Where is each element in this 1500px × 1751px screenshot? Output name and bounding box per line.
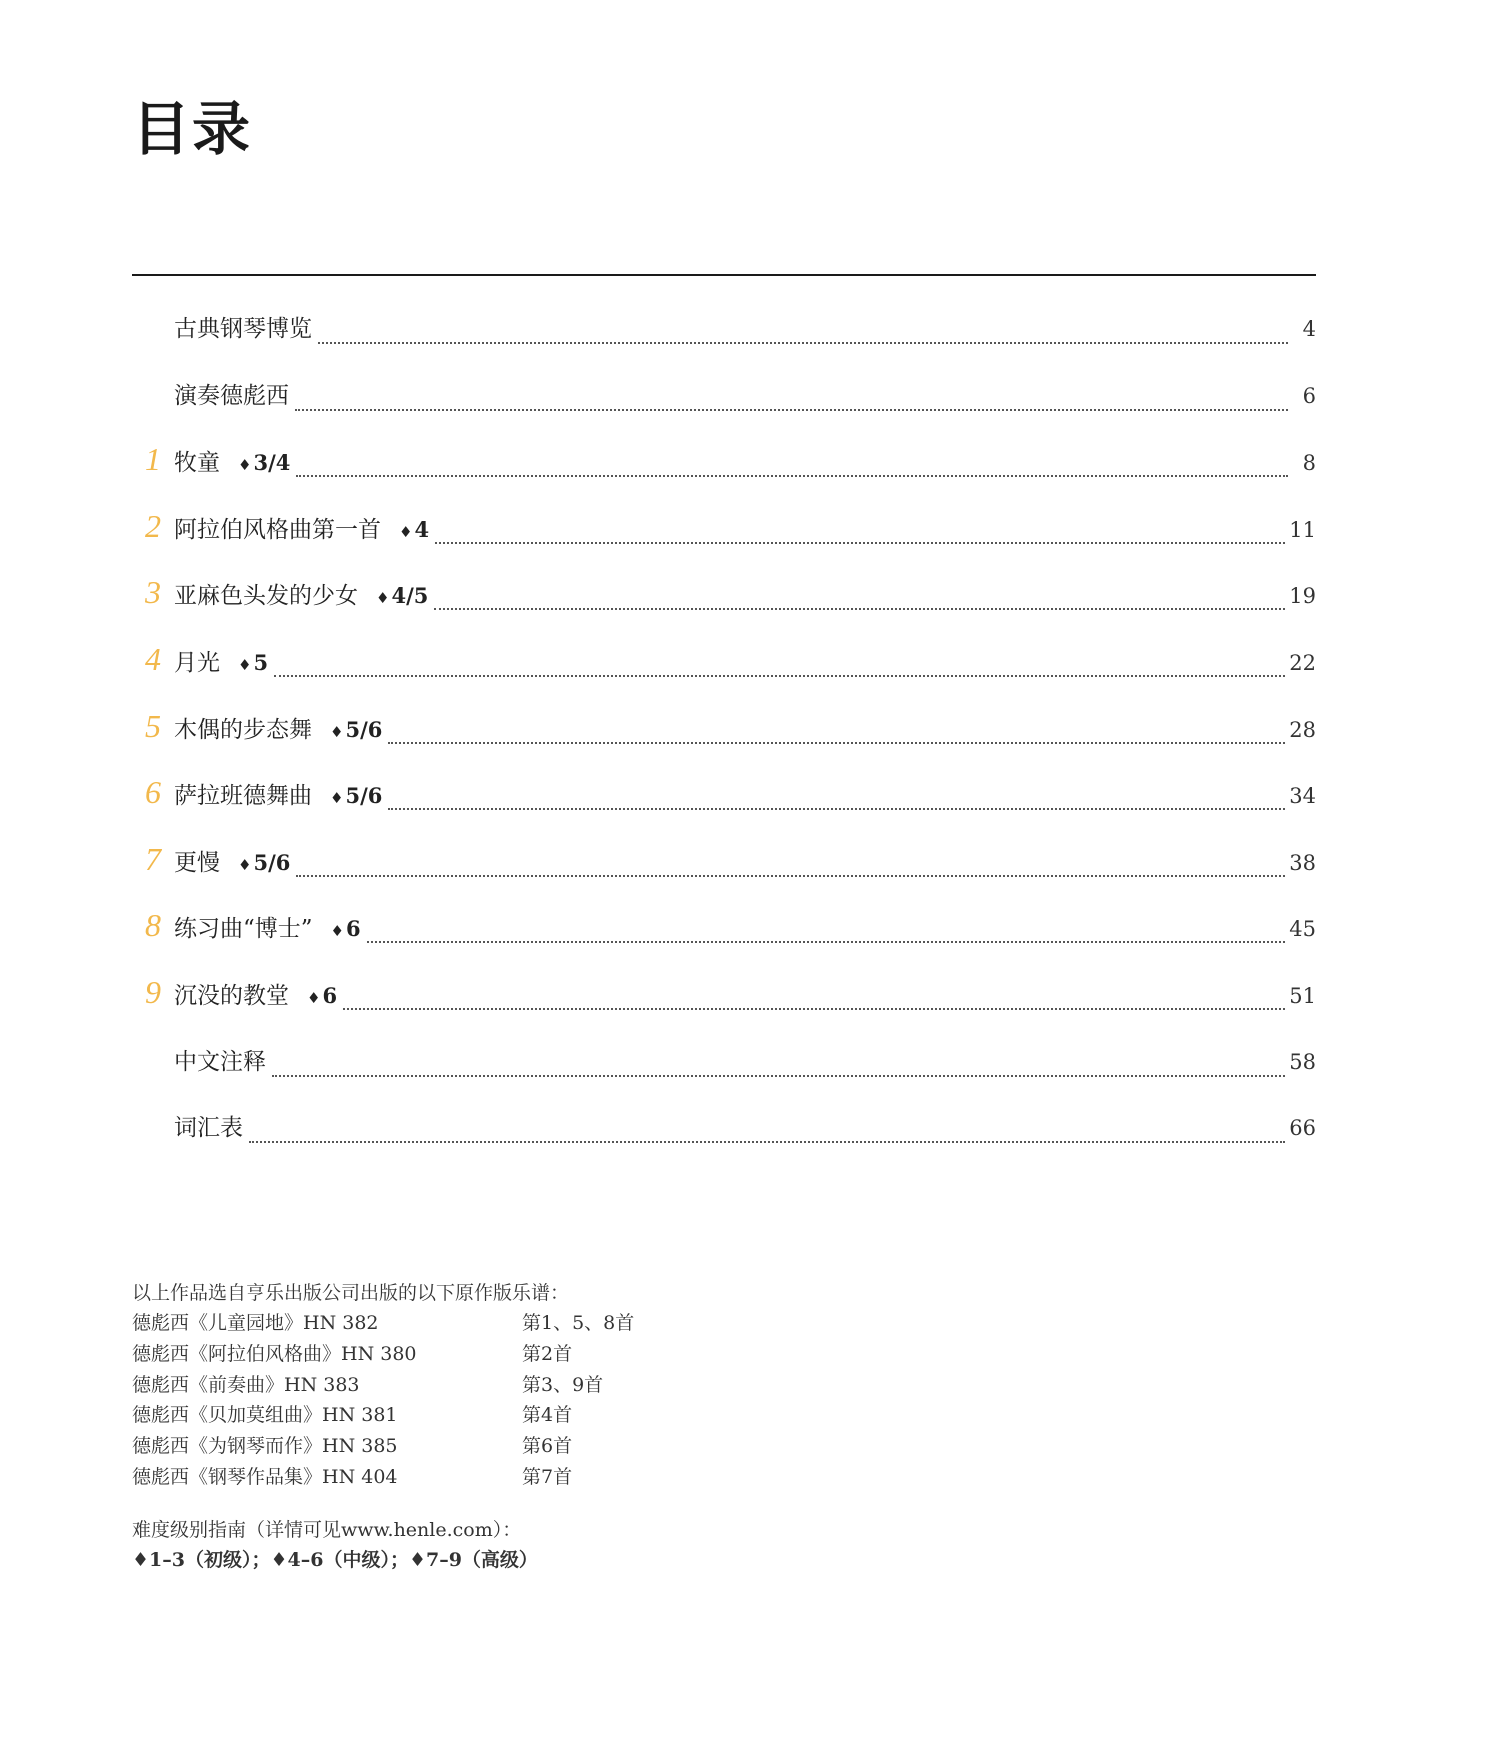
toc-entry-page: 51 [1289, 983, 1316, 1008]
toc-entry[interactable] [132, 576, 1316, 643]
source-pieces: 第2首 [522, 1342, 573, 1365]
toc-entry-level-value: 5 [253, 649, 269, 675]
source-row [132, 1431, 634, 1462]
toc-entry-title: 古典钢琴博览 [174, 316, 312, 342]
toc-entry-number: 9 [145, 973, 161, 1010]
toc-entry[interactable] [132, 507, 1316, 577]
diamond-icon: ♦ [330, 922, 344, 941]
diamond-icon: ♦ [307, 988, 321, 1007]
toc-entry[interactable] [132, 909, 1316, 976]
dot-leader [318, 341, 1288, 344]
source-list [132, 1308, 634, 1493]
toc-entry-page: 66 [1289, 1116, 1316, 1141]
toc-entry[interactable] [132, 707, 1316, 777]
toc-entry[interactable] [132, 840, 1316, 910]
toc-entry-page: 22 [1289, 650, 1316, 675]
toc-entry-title: 沉没的教堂 [174, 982, 289, 1009]
sources-intro: 以上作品选自亨乐出版公司出版的以下原作版乐谱： [132, 1282, 570, 1304]
toc-entry-level [330, 783, 382, 808]
toc-entry-title: 牧童 [174, 450, 220, 477]
diamond-icon: ♦ [238, 456, 252, 475]
source-pieces: 第7首 [522, 1465, 573, 1488]
dot-leader [272, 1074, 1285, 1077]
toc-entry-title: 月光 [174, 649, 220, 676]
source-edition: 德彪西《前奏曲》HN 383 [132, 1373, 360, 1396]
source-row [132, 1339, 634, 1370]
dot-leader [388, 741, 1285, 744]
title-divider [132, 274, 1316, 276]
toc-entry-number: 5 [145, 707, 161, 744]
toc-entry[interactable] [132, 973, 1316, 1043]
source-notes [132, 1279, 634, 1575]
toc-entry-page: 45 [1289, 917, 1316, 942]
toc-entry-number: 2 [145, 507, 161, 544]
toc-entry-level-value: 6 [322, 982, 338, 1008]
toc-entry[interactable] [132, 443, 1316, 510]
source-pieces: 第3、9首 [522, 1373, 604, 1396]
toc-entry-level [331, 916, 361, 941]
source-pieces: 第6首 [522, 1435, 573, 1458]
toc-entry-level [330, 717, 382, 742]
dot-leader [295, 408, 1288, 411]
dot-leader [367, 940, 1286, 943]
toc-entry-page: 58 [1289, 1049, 1316, 1074]
difficulty-guide-title: 难度级别指南（详情可见www.henle.com）： [132, 1518, 522, 1541]
toc-entry-title: 萨拉班德舞曲 [174, 783, 312, 810]
toc-entry-page: 38 [1289, 850, 1316, 875]
difficulty-guide [132, 1515, 634, 1575]
page-title: 目录 [132, 95, 253, 163]
toc-entry-number: 1 [145, 441, 161, 478]
toc-entry-page: 11 [1289, 517, 1316, 542]
toc-entry-title: 中文注释 [174, 1048, 266, 1075]
toc-entry-number: 3 [145, 574, 161, 611]
dot-leader [296, 474, 1288, 477]
toc-entry-level-value: 5/6 [253, 849, 291, 875]
toc-entry[interactable] [132, 640, 1316, 710]
source-row [132, 1400, 634, 1431]
toc-entry-title: 词汇表 [174, 1115, 243, 1142]
toc-entry[interactable] [132, 377, 1316, 444]
toc-entry-level-value: 5/6 [345, 716, 383, 742]
source-edition: 德彪西《阿拉伯风格曲》HN 380 [132, 1342, 417, 1365]
difficulty-guide-levels: ♦1–3（初级）；♦4–6（中级）；♦7–9（高级） [132, 1548, 538, 1571]
source-edition: 德彪西《钢琴作品集》HN 404 [132, 1465, 398, 1488]
toc-entry-page: 8 [1302, 451, 1316, 476]
dot-leader [274, 674, 1285, 677]
toc-entry-page: 28 [1289, 717, 1316, 742]
toc-entry-level-value: 4 [414, 516, 430, 542]
toc-entry-title: 亚麻色头发的少女 [174, 583, 358, 610]
toc-entry-level-value: 6 [345, 916, 361, 942]
toc-entry-level-value: 4/5 [391, 583, 429, 609]
toc-entry-page: 4 [1302, 317, 1316, 341]
source-row [132, 1462, 634, 1493]
toc-entry-title: 木偶的步态舞 [174, 716, 312, 743]
toc-entry[interactable] [132, 310, 1316, 377]
toc-entry-level [238, 650, 268, 675]
toc-entry-title: 更慢 [174, 849, 220, 876]
dot-leader [296, 874, 1285, 877]
diamond-icon: ♦ [238, 855, 252, 874]
diamond-icon: ♦ [330, 722, 344, 741]
dot-leader [388, 807, 1285, 810]
toc-entry-page: 6 [1302, 383, 1316, 408]
toc-entry-number: 6 [145, 774, 161, 811]
source-row [132, 1308, 634, 1339]
diamond-icon: ♦ [399, 522, 413, 541]
toc-entry-level-value: 5/6 [345, 783, 383, 809]
toc-entry-number: 7 [145, 840, 161, 877]
toc-entry-title: 练习曲“博士” [174, 916, 313, 943]
diamond-icon: ♦ [376, 589, 390, 608]
toc-entry[interactable] [132, 1109, 1316, 1176]
source-edition: 德彪西《为钢琴而作》HN 385 [132, 1435, 398, 1458]
toc-entry-level [399, 517, 429, 542]
toc-entry-level [307, 983, 337, 1008]
source-row [132, 1370, 634, 1401]
source-pieces: 第1、5、8首 [522, 1312, 635, 1334]
dot-leader [435, 541, 1285, 544]
toc-entry-level [238, 450, 290, 475]
diamond-icon: ♦ [330, 789, 344, 808]
source-pieces: 第4首 [522, 1404, 573, 1427]
toc-entry-level-value: 3/4 [253, 450, 291, 476]
toc-entry[interactable] [132, 1043, 1316, 1110]
source-edition: 德彪西《贝加莫组曲》HN 381 [132, 1404, 398, 1427]
dot-leader [343, 1007, 1285, 1010]
toc-entry-title: 阿拉伯风格曲第一首 [174, 516, 381, 543]
toc-entry-level [376, 583, 428, 608]
toc-entry-title: 演奏德彪西 [174, 382, 289, 409]
toc-entry-level [238, 850, 290, 875]
toc-entry-page: 19 [1289, 584, 1316, 609]
toc-entry-number: 8 [145, 907, 161, 944]
dot-leader [249, 1140, 1285, 1143]
toc-entry[interactable] [132, 776, 1316, 843]
table-of-contents [132, 310, 1316, 1176]
toc-entry-number: 4 [145, 640, 161, 677]
dot-leader [434, 607, 1285, 610]
diamond-icon: ♦ [238, 655, 252, 674]
source-edition: 德彪西《儿童园地》HN 382 [132, 1312, 379, 1334]
toc-entry-page: 34 [1289, 784, 1316, 809]
